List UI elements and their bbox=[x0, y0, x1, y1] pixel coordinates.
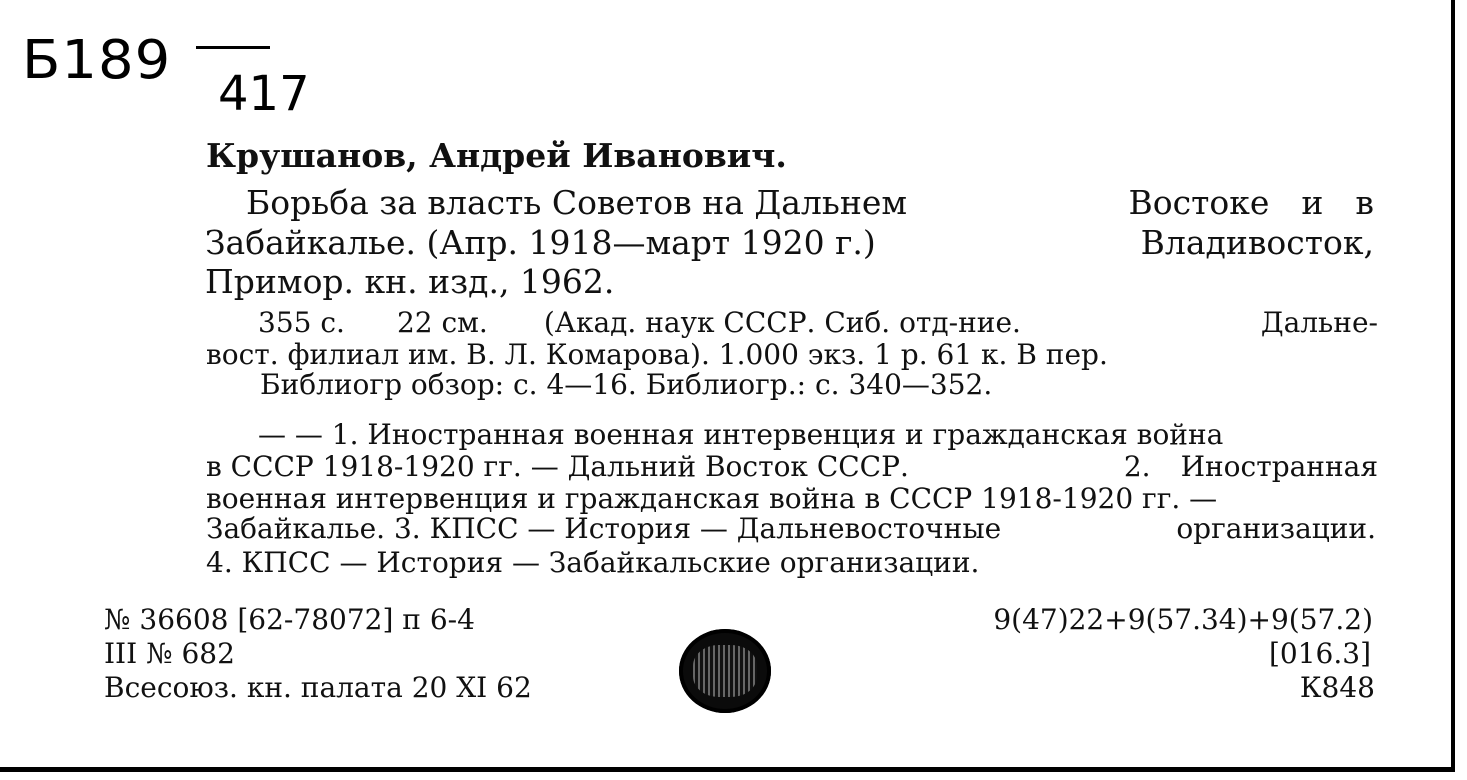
subject-text: 2. bbox=[1123, 450, 1151, 483]
description-text: (Акад. наук СССР. Сиб. отд-ние. bbox=[543, 306, 1021, 339]
title-line-1 bbox=[246, 183, 1374, 222]
description-line-1 bbox=[258, 306, 1378, 339]
classification-code: 9(47)22+9(57.34)+9(57.2) bbox=[993, 603, 1373, 636]
title-line-2 bbox=[205, 223, 1374, 262]
stamp-texture bbox=[693, 645, 757, 697]
chamber-date: Всесоюз. кн. палата 20 XI 62 bbox=[104, 671, 532, 704]
record-series: III № 682 bbox=[104, 637, 235, 670]
description-text: 355 с. bbox=[258, 306, 345, 339]
subject-text: Забайкалье. 3. КПСС — История — Дальневосточные bbox=[206, 512, 1002, 545]
title-text: и bbox=[1301, 183, 1324, 222]
subject-line-3: военная интервенция и гражданская война в СССР 1918-1920 гг. — bbox=[206, 482, 1218, 515]
subject-text: организации. bbox=[1176, 512, 1376, 545]
handwritten-underline bbox=[196, 46, 270, 49]
title-text: Востоке bbox=[1128, 183, 1270, 222]
subject-line-4 bbox=[206, 512, 1376, 545]
subject-line-5: 4. КПСС — История — Забайкальские организации. bbox=[206, 546, 980, 579]
punch-hole-stamp bbox=[679, 629, 771, 713]
title-text: в bbox=[1355, 183, 1374, 222]
author-mark: К848 bbox=[1299, 671, 1375, 704]
handwritten-number: 417 bbox=[218, 66, 310, 122]
title-text: Забайкалье. (Апр. 1918—март 1920 г.) bbox=[205, 223, 876, 262]
subject-line-2 bbox=[206, 450, 1378, 483]
handwritten-shelf-code: Б189 bbox=[22, 29, 172, 92]
description-text: 22 см. bbox=[396, 306, 488, 339]
title-line-3: Примор. кн. изд., 1962. bbox=[205, 262, 615, 301]
classification-subcode: [016.3] bbox=[1268, 637, 1371, 670]
title-text: Владивосток, bbox=[1140, 223, 1374, 262]
author-heading: Крушанов, Андрей Иванович. bbox=[206, 136, 787, 175]
subject-line-1: — — 1. Иностранная военная интервенция и гражданская война bbox=[258, 418, 1224, 451]
description-text: Дальне- bbox=[1260, 306, 1378, 339]
description-line-3: Библиогр обзор: с. 4—16. Библиогр.: с. 340—352. bbox=[260, 368, 993, 401]
description-line-2: вост. филиал им. В. Л. Комарова). 1.000 экз. 1 р. 61 к. В пер. bbox=[206, 338, 1108, 371]
title-text: Борьба за власть Советов на Дальнем bbox=[246, 183, 908, 222]
record-number: № 36608 [62-78072] п 6-4 bbox=[104, 603, 475, 636]
subject-text: Иностранная bbox=[1180, 450, 1378, 483]
subject-text: в СССР 1918-1920 гг. — Дальний Восток СССР. bbox=[206, 450, 909, 483]
